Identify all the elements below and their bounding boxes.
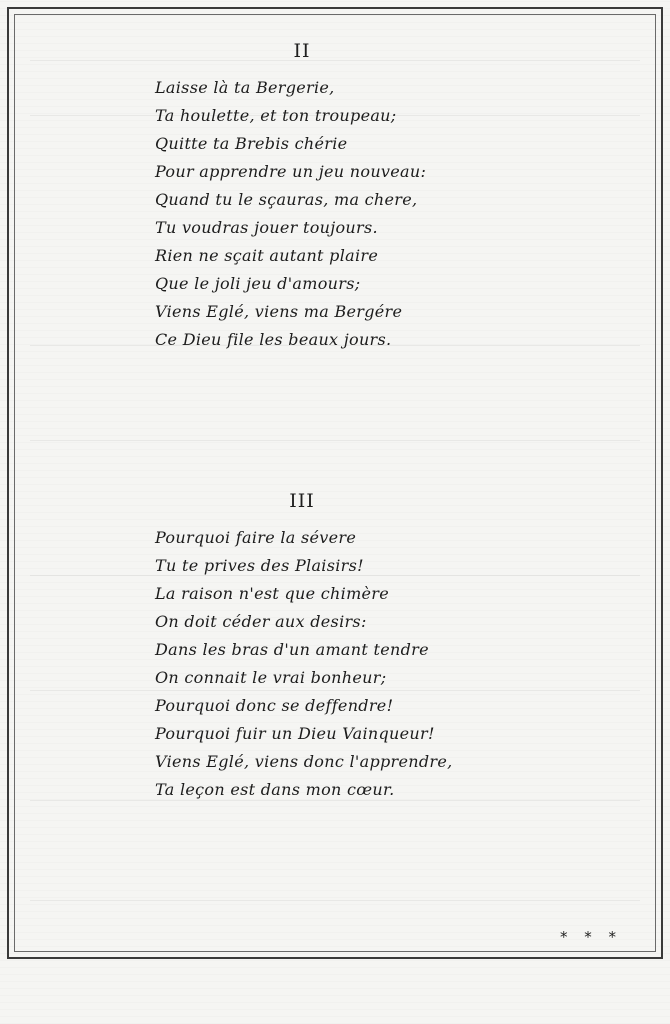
verse-line: Ce Dieu file les beaux jours.	[155, 330, 392, 349]
verse-line: Tu voudras jouer toujours.	[155, 218, 378, 237]
stanza-iii	[155, 524, 555, 804]
verse-line: Viens Eglé, viens donc l'apprendre,	[155, 752, 453, 771]
verse-line: Pourquoi donc se deffendre!	[155, 696, 394, 715]
verse-line: Quand tu le sçauras, ma chere,	[155, 190, 418, 209]
verse-line: Pour apprendre un jeu nouveau:	[155, 162, 427, 181]
verse-line: Tu te prives des Plaisirs!	[155, 556, 364, 575]
verse-line: Rien ne sçait autant plaire	[155, 246, 379, 265]
verse-line: Dans les bras d'un amant tendre	[155, 640, 429, 659]
asterism-ornament: * * *	[560, 928, 623, 946]
stanza-ii	[155, 74, 555, 354]
verse-line: Laisse là ta Bergerie,	[155, 78, 335, 97]
verse-line: Viens Eglé, viens ma Bergére	[155, 302, 403, 321]
verse-line: Pourquoi faire la sévere	[155, 528, 357, 547]
stanza-number-ii: II	[293, 40, 311, 62]
verse-line: On doit céder aux desirs:	[155, 612, 367, 631]
verse-line: Quitte ta Brebis chérie	[155, 134, 348, 153]
stanza-number-iii: III	[289, 490, 315, 512]
verse-line: Ta leçon est dans mon cœur.	[155, 780, 395, 799]
verse-line: Que le joli jeu d'amours;	[155, 274, 361, 293]
verse-line: Pourquoi fuir un Dieu Vainqueur!	[155, 724, 435, 743]
verse-line: La raison n'est que chimère	[155, 584, 390, 603]
verse-line: On connait le vrai bonheur;	[155, 668, 387, 687]
verse-line: Ta houlette, et ton troupeau;	[155, 106, 397, 125]
